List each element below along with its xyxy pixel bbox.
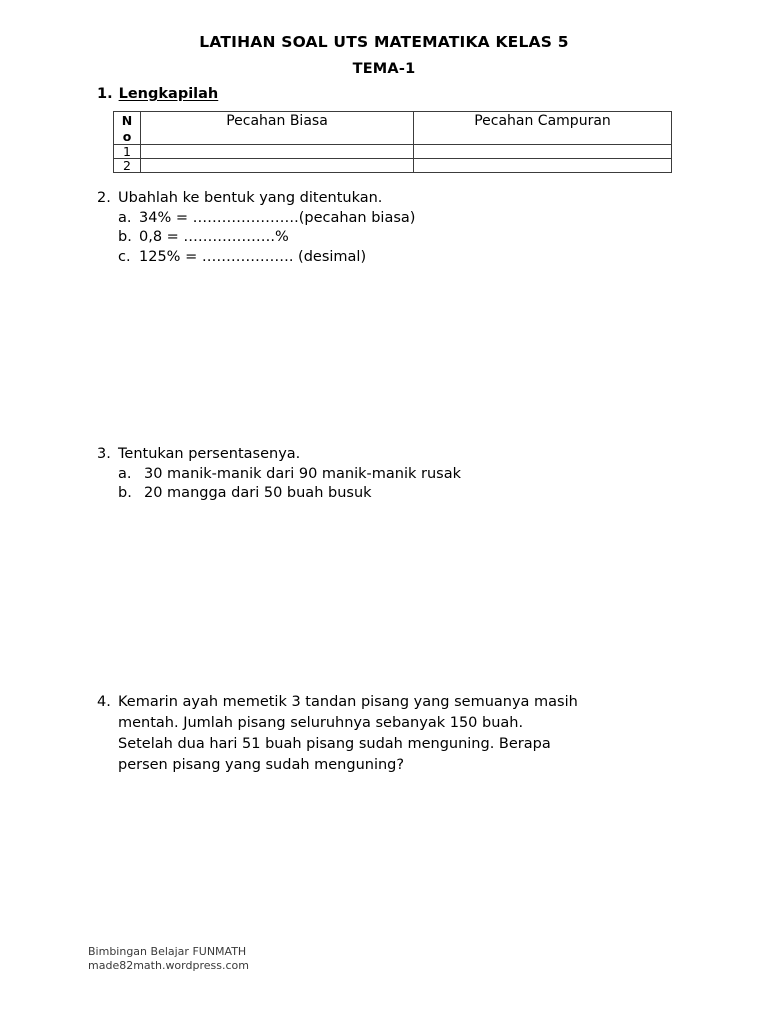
table-cell-pecahan-campuran[interactable] [414, 159, 672, 173]
table-header-pecahan-campuran: Pecahan Campuran [414, 112, 672, 145]
question-2-item-c-letter: c. [118, 248, 131, 265]
question-1-label: Lengkapilah [118, 86, 219, 102]
table-cell-pecahan-biasa[interactable] [141, 145, 414, 159]
footer-website: made82math.wordpress.com [88, 959, 249, 972]
question-1-heading [97, 86, 218, 102]
table-cell-pecahan-biasa[interactable] [141, 159, 414, 173]
fraction-table-body [114, 145, 672, 173]
footer [88, 945, 249, 973]
question-4-number: 4. [97, 694, 111, 710]
table-cell-no: 2 [114, 159, 141, 173]
table-header-row [114, 112, 672, 145]
question-3-number: 3. [97, 446, 111, 462]
question-2 [97, 189, 415, 267]
question-2-subitems [118, 209, 415, 268]
question-2-item-b-text: 0,8 = ……………….% [139, 229, 289, 245]
question-4-line-2: mentah. Jumlah pisang seluruhnya sebanyak 150 buah. [118, 715, 524, 731]
fraction-table-head [114, 112, 672, 145]
page-subtitle: TEMA-1 [352, 61, 416, 77]
question-3-item-b-letter: b. [118, 485, 132, 501]
question-2-stem: Ubahlah ke bentuk yang ditentukan. [118, 190, 383, 206]
question-3-item-a [118, 465, 461, 485]
question-3-item-b [118, 484, 461, 504]
question-2-item-a-letter: a. [118, 209, 132, 226]
question-2-item-b-letter: b. [118, 229, 132, 245]
question-4 [97, 692, 687, 776]
question-4-line-1: Kemarin ayah memetik 3 tandan pisang yang semuanya masih [118, 694, 578, 710]
footer-brand: Bimbingan Belajar FUNMATH [88, 945, 247, 958]
question-3-item-a-text: 30 manik-manik dari 90 manik-manik rusak [144, 465, 461, 482]
table-header-no-line1: N [121, 113, 133, 128]
table-header-no [114, 112, 141, 145]
question-3-subitems [118, 465, 461, 504]
table-row [114, 145, 672, 159]
question-3 [97, 445, 461, 504]
question-4-line-4: persen pisang yang sudah menguning? [118, 757, 405, 773]
table-header-pecahan-biasa: Pecahan Biasa [141, 112, 414, 145]
question-3-stem: Tentukan persentasenya. [118, 446, 301, 462]
question-4-body [118, 692, 687, 776]
question-3-stem-line [97, 445, 461, 465]
question-3-item-b-text: 20 mangga dari 50 buah busuk [144, 485, 372, 501]
table-cell-pecahan-campuran[interactable] [414, 145, 672, 159]
question-1-number: 1. [97, 86, 113, 102]
question-2-item-c-text: 125% = ………………. (desimal) [139, 248, 367, 265]
question-2-stem-line [97, 189, 415, 209]
question-4-line-3: Setelah dua hari 51 buah pisang sudah menguning. Berapa [118, 736, 551, 752]
question-2-item-a [118, 209, 415, 229]
question-2-item-b [118, 228, 415, 248]
question-2-item-a-text: 34% = ………………….(pecahan biasa) [139, 209, 416, 226]
question-2-item-c [118, 248, 415, 268]
table-row [114, 159, 672, 173]
fraction-table [113, 111, 672, 173]
table-header-no-line2: o [122, 129, 132, 144]
table-cell-no: 1 [114, 145, 141, 159]
page-title: LATIHAN SOAL UTS MATEMATIKA KELAS 5 [199, 33, 569, 51]
question-2-number: 2. [97, 190, 111, 206]
question-3-item-a-letter: a. [118, 465, 132, 482]
